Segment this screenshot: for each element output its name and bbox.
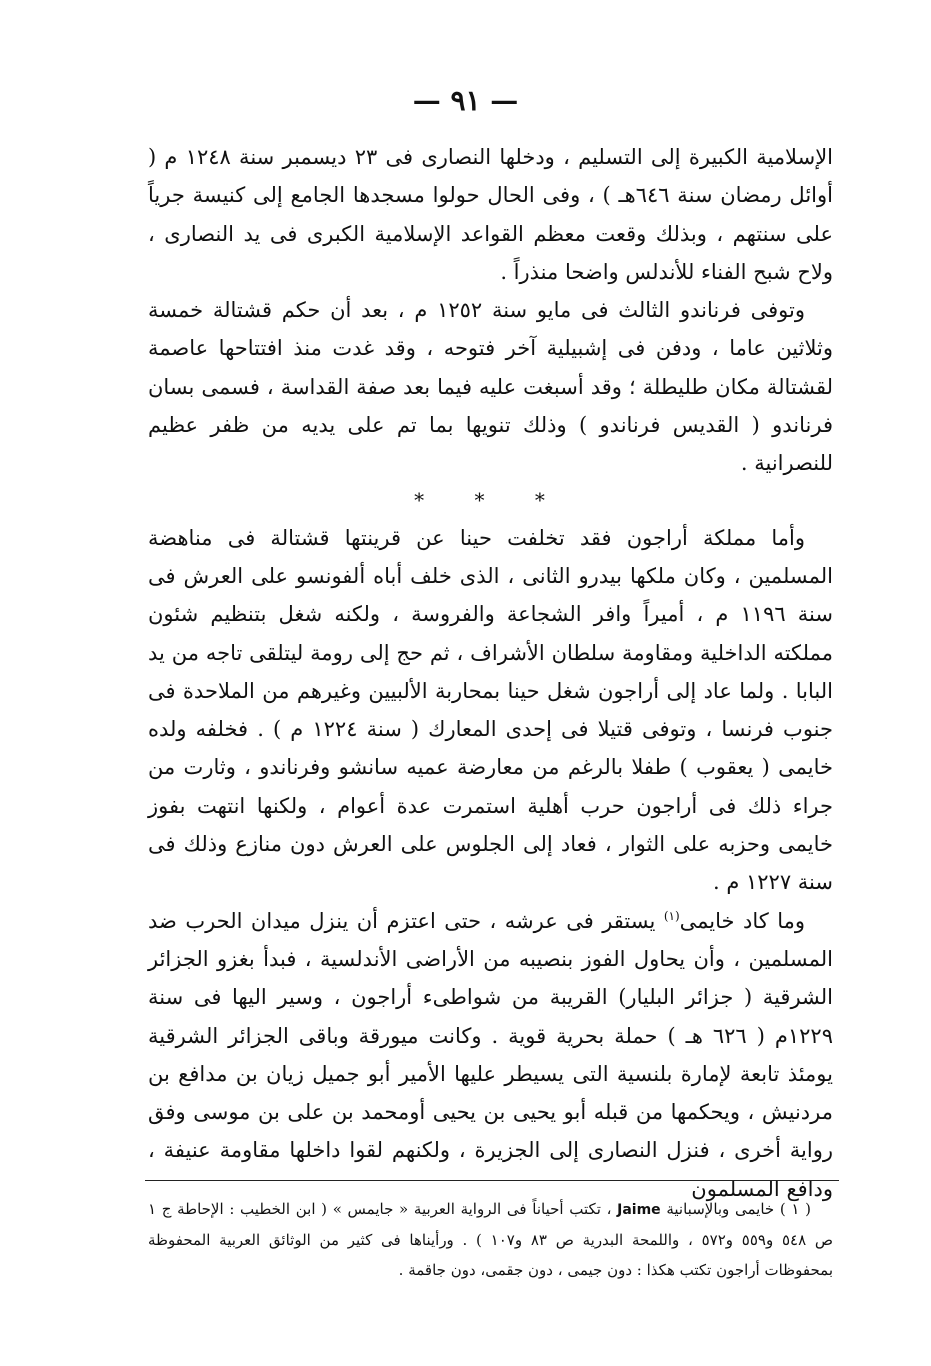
paragraph-4-rest: يستقر فى عرشه ، حتى اعتزم أن ينزل ميدان الحرب ضد المسلمين ، وأن يحاول الفوز بنصيبه من الأراضى الأندلسية ، فبدأ بغزو الجزائر الشرقية ( جزائر البليار) القريبة من شواطىء أراجون ، وسير اليها فى سنة ١٢٢٩م ( ٦٢٦ هـ ) حملة بحرية قوية . وكانت ميورقة وباقى الجزائر الشرقية يومئذ تابعة لإمارة بلنسية التى يسيطر عليها الأمير أبو جميل زيان بن مدافع بن مردنيش ، ويحكمها من قبله أبو يحيى بن يحيى أومحمد بن على بن موسى وفق رواية أخرى ، فنزل النصارى إلى الجزيرة ، ولكنهم لقوا داخلها مقاومة عنيفة ، ودافع المسلمون xyxy=(148,908,833,1201)
paragraph-3: وأما مملكة أراجون فقد تخلفت حينا عن قرينتها قشتالة فى مناهضة المسلمين ، وكان ملكها بيدرو الثانى ، الذى خلف أباه ألفونسو على العرش فى سنة ١١٩٦ م ، أميراً وافر الشجاعة والفروسة ، ولكنه شغل بتنظيم شئون مملكته الداخلية ومقاومة سلطان الأشراف ، ثم حج إلى رومة ليتلقى تاجه من يد البابا . ولما عاد إلى أراجون شغل حينا بمحاربة الألبيين وغيرهم من الملاحدة فى جنوب فرنسا ، وتوفى قتيلا فى إحدى المعارك ( سنة ١٢٢٤ م ) . فخلفه ولده خايمى ( يعقوب ) طفلا بالرغم من معارضة عميه سانشو وفرناندو ، وثارت من جراء ذلك فى أراجون حرب أهلية استمرت عدة أعوام ، ولكنها انتهت بفوز خايمى وحزبه على الثوار ، فعاد إلى الجلوس على العرش دون منازع وذلك فى سنة ١٢٢٧ م . xyxy=(148,525,833,895)
page-number: — ٩١ — xyxy=(412,84,519,117)
paragraph-4-start: وما كاد خايمى xyxy=(679,908,805,933)
main-text xyxy=(148,138,833,1208)
footnote-text-rest: ، تكتب أحياناً فى الرواية العربية « جايمس » ( ابن الخطيب : الإحاطة ج ١ ص ٥٤٨ و٥٥٩ و٥٧٢ ، واللمحة البدرية ص ٨٣ و١٠٧ ) . ورأيناها فى كثير من الوثائق العربية المحفوظة بمحفوظات أراجون تكتب هكذا : دون جيمى ، دون جقمى، دون جاقمة . xyxy=(148,1200,834,1279)
footnote-divider xyxy=(145,1180,839,1181)
footnote-text xyxy=(148,1194,833,1285)
footnote-reference: (١) xyxy=(663,908,680,923)
section-separator: * * * xyxy=(414,487,567,512)
footnote-latin-word: Jaime xyxy=(617,1202,661,1218)
paragraph-1: الإسلامية الكبيرة إلى التسليم ، ودخلها النصارى فى ٢٣ ديسمبر سنة ١٢٤٨ م ( أوائل رمضان سنة ٦٤٦هـ ) ، وفى الحال حولوا مسجدها الجامع إلى كنيسة جرياً على سنتهم ، وبذلك وقعت معظم القواعد الإسلامية الكبرى فى يد النصارى ، ولاح شبح الفناء للأندلس واضحا منذراً . xyxy=(148,145,833,284)
paragraph-4 xyxy=(148,902,833,1208)
paragraph-2: وتوفى فرناندو الثالث فى مايو سنة ١٢٥٢ م ، بعد أن حكم قشتالة خمسة وثلاثين عاما ، ودفن فى إشبيلية آخر فتوحه ، وقد غدت منذ افتتاحها عاصمة لقشتالة مكان طليطلة ؛ وقد أسبغت عليه فيما بعد صفة القداسة ، فسمى بسان فرناندو ( القديس فرناندو ) وذلك تنويها بما تم على يديه من ظفر عظيم للنصرانية . xyxy=(148,298,834,476)
footnote xyxy=(148,1194,833,1285)
footnote-marker: ( ١ ) xyxy=(779,1200,812,1218)
footnote-text-start: خايمى وبالإسبانية xyxy=(660,1200,780,1218)
